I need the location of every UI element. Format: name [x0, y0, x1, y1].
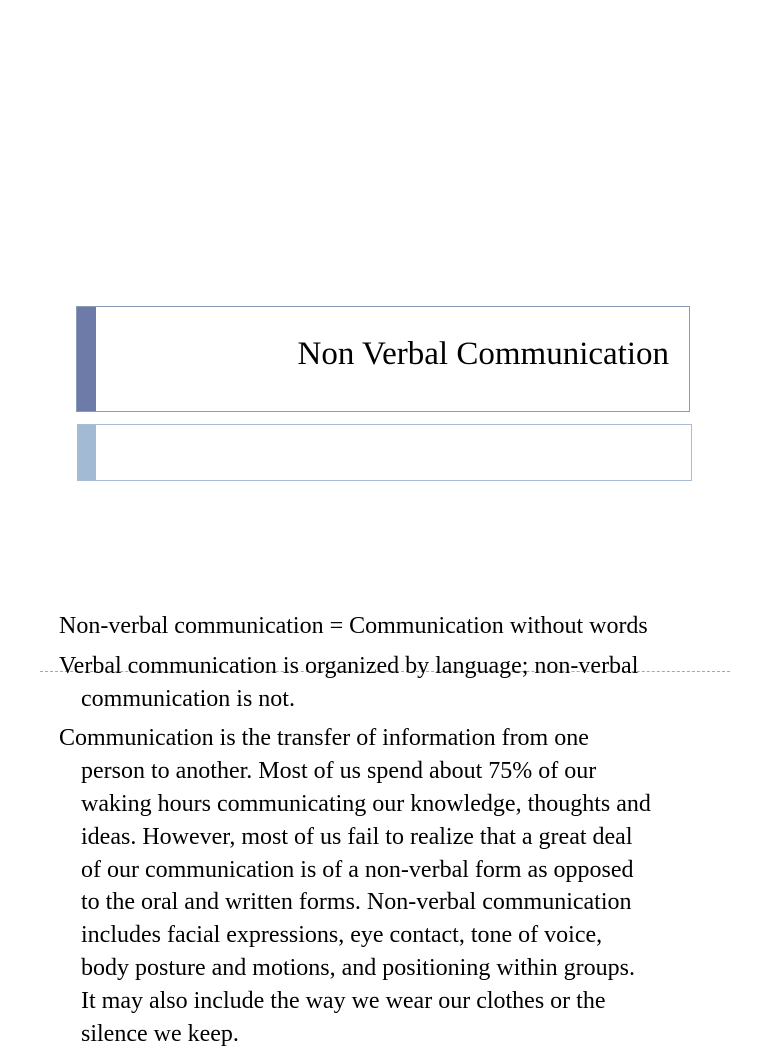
- subtitle-placeholder: [77, 424, 692, 481]
- slide-title: Non Verbal Communication: [297, 336, 669, 372]
- paragraph-line: to the oral and written forms. Non-verbal communication: [81, 889, 632, 916]
- paragraph-line: waking hours communicating our knowledge, thoughts and: [81, 790, 651, 817]
- paragraph-definition: [59, 610, 749, 643]
- title-accent-bar: [77, 307, 96, 411]
- paragraph-line: Non-verbal communication = Communication without words: [59, 613, 648, 639]
- paragraph-communication: [59, 722, 749, 1050]
- title-placeholder: [76, 306, 690, 412]
- paragraph-line: It may also include the way we wear our clothes or the: [81, 987, 606, 1014]
- paragraph-verbal: [59, 650, 749, 716]
- paragraph-line: communication is not.: [81, 685, 295, 712]
- paragraph-line: includes facial expressions, eye contact, tone of voice,: [81, 922, 603, 949]
- paragraph-line: Verbal communication is organized by language; non-verbal: [59, 652, 639, 679]
- paragraph-line: body posture and motions, and positioning within groups.: [81, 954, 635, 981]
- subtitle-accent-bar: [78, 425, 96, 480]
- paragraph-line: ideas. However, most of us fail to realize that a great deal: [81, 823, 633, 850]
- paragraph-line: Communication is the transfer of information from one: [59, 725, 589, 752]
- body-text: [59, 610, 749, 1050]
- paragraph-line: of our communication is of a non-verbal form as opposed: [81, 856, 634, 883]
- paragraph-line: silence we keep.: [81, 1020, 239, 1047]
- paragraph-line: person to another. Most of us spend about 75% of our: [81, 758, 597, 785]
